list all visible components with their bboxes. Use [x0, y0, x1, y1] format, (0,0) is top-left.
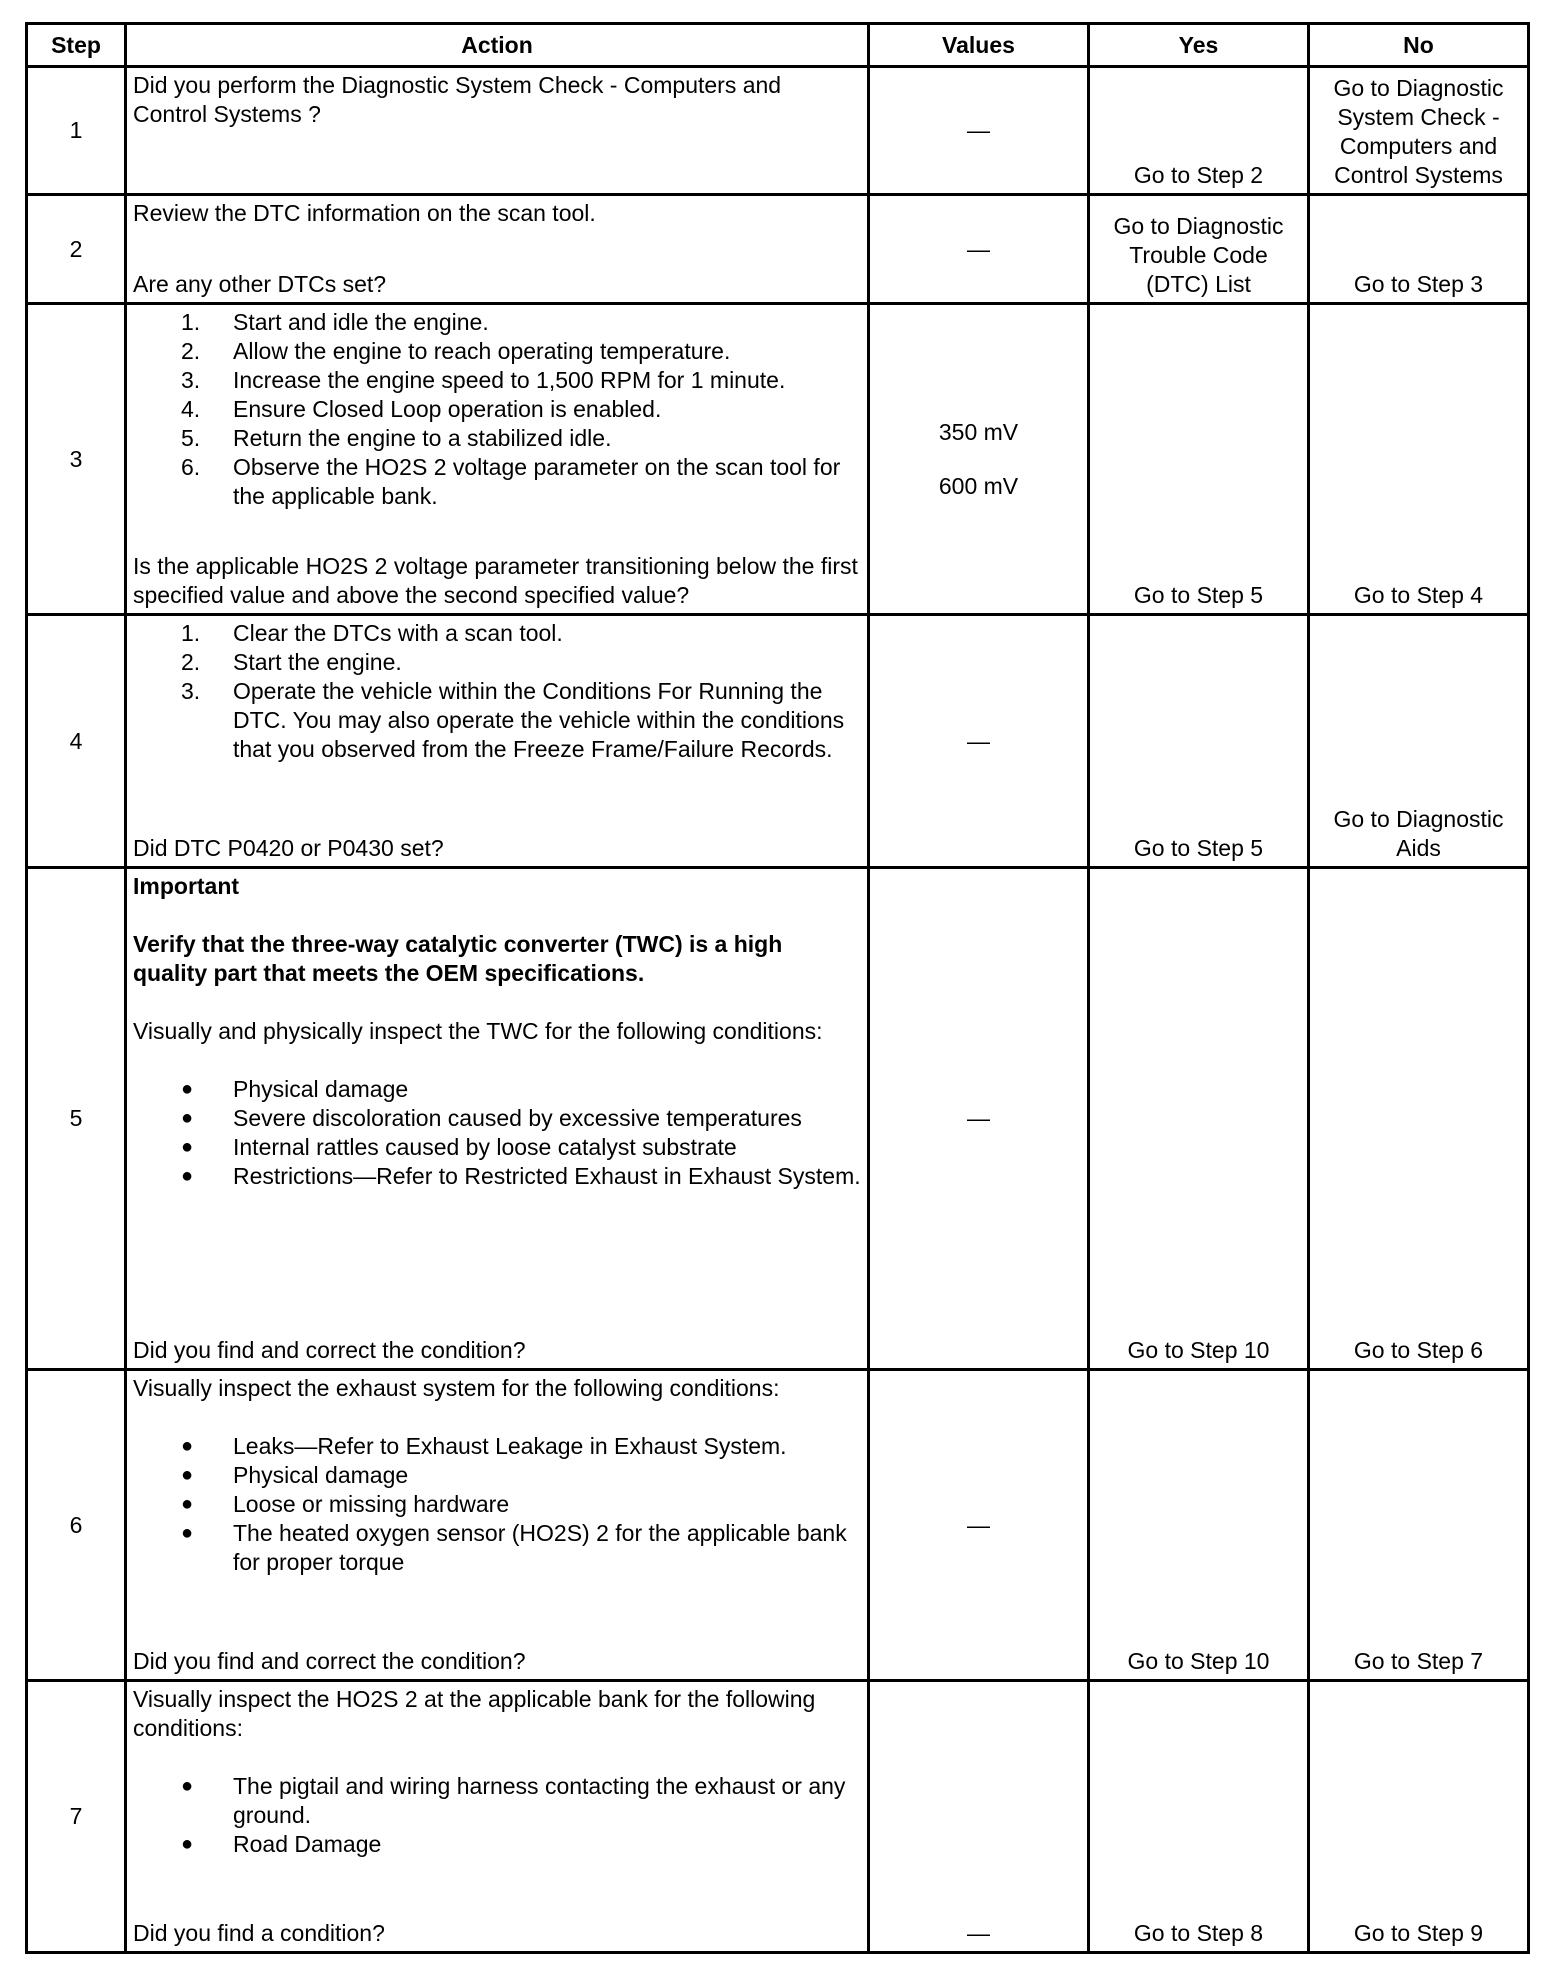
spacer: [133, 1743, 861, 1772]
action-text: Visually inspect the exhaust system for the following conditions:: [133, 1375, 780, 1401]
values-cell: [869, 67, 1089, 195]
action-content: [133, 872, 861, 1365]
action-cell: [126, 868, 869, 1370]
yes-result: Go to Diagnostic Trouble Code (DTC) List: [1089, 195, 1309, 304]
action-content: [133, 1374, 861, 1676]
bullet-icon: ●: [181, 1522, 194, 1544]
list-item-text: Loose or missing hardware: [233, 1491, 510, 1517]
list-number: 2.: [181, 338, 201, 364]
action-content: [133, 619, 861, 863]
list-item: [133, 1461, 861, 1490]
list-item: [133, 453, 861, 511]
bullet-list: [133, 1075, 861, 1191]
list-item: [133, 1830, 861, 1859]
value-text: —: [967, 727, 990, 754]
list-item-text: Return the engine to a stabilized idle.: [233, 425, 612, 451]
list-item-text: Road Damage: [233, 1831, 382, 1857]
spacer: [133, 1046, 861, 1075]
list-number: 4.: [181, 396, 201, 422]
list-item-text: Increase the engine speed to 1,500 RPM for 1 minute.: [233, 367, 786, 393]
list-item: [133, 1104, 861, 1133]
value-text: —: [967, 1511, 990, 1538]
action-question: Are any other DTCs set?: [133, 271, 387, 297]
spacer: [133, 901, 861, 930]
list-item-text: Allow the engine to reach operating temperature.: [233, 338, 731, 364]
list-number: 3.: [181, 678, 201, 704]
list-number: 1.: [181, 620, 201, 646]
no-result: Go to Step 6: [1309, 868, 1529, 1370]
list-item: [133, 677, 861, 764]
yes-result: Go to Step 8: [1089, 1681, 1309, 1953]
value-text: —: [967, 1920, 990, 1946]
list-item: [133, 1432, 861, 1461]
list-item: [133, 395, 861, 424]
list-item-text: The pigtail and wiring harness contacting the exhaust or any ground.: [233, 1773, 846, 1828]
list-item: [133, 1772, 861, 1830]
list-item-text: Ensure Closed Loop operation is enabled.: [233, 396, 662, 422]
value-text: —: [967, 235, 990, 262]
action-cell: [126, 195, 869, 304]
yes-result: Go to Step 2: [1089, 67, 1309, 195]
values-cell: [869, 304, 1089, 615]
table-row: [27, 615, 1529, 868]
list-item-text: Severe discoloration caused by excessive temperatures: [233, 1105, 802, 1131]
action-question: Did you find a condition?: [133, 1920, 385, 1946]
list-item: [133, 1490, 861, 1519]
values-cell: [869, 1370, 1089, 1681]
step-number: 3: [27, 304, 126, 615]
list-number: 1.: [181, 309, 201, 335]
step-number: 2: [27, 195, 126, 304]
list-item: [133, 619, 861, 648]
numbered-list: [133, 619, 861, 764]
bullet-icon: ●: [181, 1464, 194, 1486]
step-number: 7: [27, 1681, 126, 1953]
bold-text: Verify that the three-way catalytic converter (TWC) is a high quality part that meets the OEM specifications.: [133, 931, 783, 986]
action-text: Visually and physically inspect the TWC for the following conditions:: [133, 1018, 823, 1044]
list-item: [133, 308, 861, 337]
header-values: Values: [869, 24, 1089, 67]
no-result: Go to Step 7: [1309, 1370, 1529, 1681]
values-cell: [869, 195, 1089, 304]
list-item: [133, 424, 861, 453]
table-row: [27, 1681, 1529, 1953]
bullet-icon: ●: [181, 1435, 194, 1457]
table-row: [27, 67, 1529, 195]
list-item-text: Start the engine.: [233, 649, 402, 675]
yes-result: Go to Step 5: [1089, 304, 1309, 615]
spacer: [133, 988, 861, 1017]
value-text: 600 mV: [938, 472, 1019, 499]
action-question: Did DTC P0420 or P0430 set?: [133, 835, 444, 861]
list-item-text: Physical damage: [233, 1076, 409, 1102]
bullet-icon: ●: [181, 1833, 194, 1855]
list-item: [133, 1162, 861, 1191]
value-text: —: [967, 1105, 990, 1131]
list-item: [133, 1133, 861, 1162]
spacer: [133, 1403, 861, 1432]
step-number: 1: [27, 67, 126, 195]
table-row: [27, 1370, 1529, 1681]
no-result: Go to Diagnostic System Check - Computers and Control Systems: [1309, 67, 1529, 195]
action-question: Did you find and correct the condition?: [133, 1337, 526, 1363]
value-text: 350 mV: [938, 418, 1019, 445]
step-number: 4: [27, 615, 126, 868]
list-item-text: Restrictions—Refer to Restricted Exhaust in Exhaust System.: [233, 1163, 861, 1189]
values-cell: [869, 868, 1089, 1370]
table-row: [27, 304, 1529, 615]
header-step: Step: [27, 24, 126, 67]
list-item-text: Start and idle the engine.: [233, 309, 489, 335]
action-text: Review the DTC information on the scan tool.: [133, 200, 596, 226]
yes-result: Go to Step 10: [1089, 868, 1309, 1370]
list-number: 2.: [181, 649, 201, 675]
action-cell: [126, 1370, 869, 1681]
bullet-icon: ●: [181, 1493, 194, 1515]
action-text: Did you perform the Diagnostic System Check - Computers and Control Systems ?: [133, 72, 782, 127]
list-number: 5.: [181, 425, 201, 451]
bullet-list: [133, 1772, 861, 1859]
action-content: [133, 71, 861, 190]
action-cell: [126, 304, 869, 615]
values-cell: [869, 1681, 1089, 1953]
action-cell: [126, 67, 869, 195]
bullet-icon: ●: [181, 1136, 194, 1158]
bullet-icon: ●: [181, 1165, 194, 1187]
values-cell: [869, 615, 1089, 868]
no-result: Go to Step 4: [1309, 304, 1529, 615]
bold-text: Important: [133, 873, 240, 899]
header-action: Action: [126, 24, 869, 67]
action-content: [133, 1685, 861, 1948]
numbered-list: [133, 308, 861, 511]
header-yes: Yes: [1089, 24, 1309, 67]
list-item-text: Physical damage: [233, 1462, 409, 1488]
bullet-icon: ●: [181, 1107, 194, 1129]
diagnostic-table: [25, 22, 1530, 1954]
bullet-icon: ●: [181, 1775, 194, 1797]
table-row: [27, 195, 1529, 304]
list-number: 3.: [181, 367, 201, 393]
action-text: Visually inspect the HO2S 2 at the applicable bank for the following conditions:: [133, 1686, 816, 1741]
no-result: Go to Diagnostic Aids: [1309, 615, 1529, 868]
list-number: 6.: [181, 454, 201, 480]
action-question: Did you find and correct the condition?: [133, 1648, 526, 1674]
action-content: [133, 199, 861, 299]
step-number: 6: [27, 1370, 126, 1681]
table-row: [27, 868, 1529, 1370]
list-item-text: Internal rattles caused by loose catalyst substrate: [233, 1134, 737, 1160]
header-no: No: [1309, 24, 1529, 67]
action-cell: [126, 1681, 869, 1953]
header-row: [27, 24, 1529, 67]
bullet-list: [133, 1432, 861, 1577]
list-item-text: The heated oxygen sensor (HO2S) 2 for the applicable bank for proper torque: [233, 1520, 847, 1575]
step-number: 5: [27, 868, 126, 1370]
list-item-text: Clear the DTCs with a scan tool.: [233, 620, 563, 646]
action-question: Is the applicable HO2S 2 voltage parameter transitioning below the first specified value and above the second specified value?: [133, 553, 858, 608]
list-item-text: Leaks—Refer to Exhaust Leakage in Exhaust System.: [233, 1433, 787, 1459]
list-item: [133, 337, 861, 366]
action-content: [133, 308, 861, 610]
action-cell: [126, 615, 869, 868]
no-result: Go to Step 9: [1309, 1681, 1529, 1953]
list-item: [133, 648, 861, 677]
list-item-text: Observe the HO2S 2 voltage parameter on the scan tool for the applicable bank.: [233, 454, 841, 509]
no-result: Go to Step 3: [1309, 195, 1529, 304]
list-item-text: Operate the vehicle within the Conditions For Running the DTC. You may also operate the vehicle within the conditions that you observed from the Freeze Frame/Failure Records.: [233, 678, 845, 762]
list-item: [133, 366, 861, 395]
yes-result: Go to Step 5: [1089, 615, 1309, 868]
yes-result: Go to Step 10: [1089, 1370, 1309, 1681]
list-item: [133, 1075, 861, 1104]
bullet-icon: ●: [181, 1078, 194, 1100]
value-text: —: [967, 117, 990, 143]
list-item: [133, 1519, 861, 1577]
